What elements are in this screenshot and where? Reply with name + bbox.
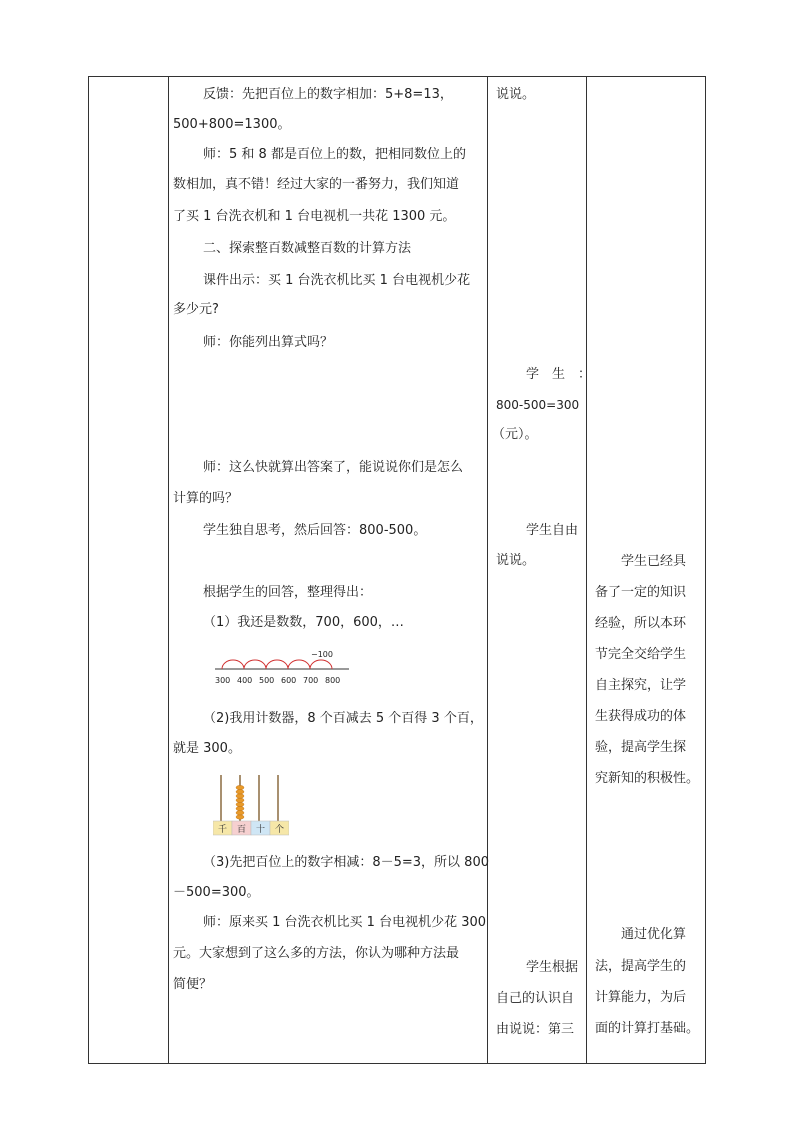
tick-label: 400 xyxy=(237,676,253,685)
intent-text: 备了一定的知识 xyxy=(595,585,687,600)
paragraph: 元。大家想到了这么多的方法，你认为哪种方法最 xyxy=(173,946,460,961)
abacus-bead xyxy=(236,794,244,798)
paragraph: 500+800=1300。 xyxy=(173,117,291,132)
abacus-label: 个 xyxy=(275,825,285,835)
lesson-table xyxy=(88,76,706,1064)
tick-label: 700 xyxy=(303,676,319,685)
tick-label: 300 xyxy=(215,676,231,685)
abacus-bead xyxy=(236,802,244,806)
student-text: 说说。 xyxy=(496,553,536,568)
paragraph: 师：你能列出算式吗？ xyxy=(203,335,334,350)
intent-text: 究新知的积极性。 xyxy=(595,771,700,786)
intent-text: 生获得成功的体 xyxy=(595,709,687,724)
number-line-figure xyxy=(213,647,353,691)
abacus-bead xyxy=(236,806,244,810)
intent-text: 法，提高学生的 xyxy=(595,959,687,974)
paragraph: 师：原来买 1 台洗衣机比买 1 台电视机少花 300 xyxy=(203,915,487,930)
abacus-figure xyxy=(213,773,289,843)
paragraph: （1）我还是数数，700，600，… xyxy=(203,615,404,630)
intent-text: 通过优化算 xyxy=(621,927,687,942)
paragraph: 数相加，真不错！经过大家的一番努力，我们知道 xyxy=(173,177,460,192)
tick-label: 800 xyxy=(325,676,341,685)
student-text: 学生根据 xyxy=(526,960,579,975)
student-text: （元）。 xyxy=(492,427,538,442)
paragraph: 学生独自思考，然后回答：800-500。 xyxy=(203,523,427,538)
tick-label: 500 xyxy=(259,676,275,685)
abacus-beads xyxy=(236,785,244,819)
abacus-bead xyxy=(236,790,244,794)
intent-text: 节完全交给学生 xyxy=(595,647,687,662)
student-activity-column xyxy=(488,77,592,1063)
paragraph: 反馈：先把百位上的数字相加：5+8=13， xyxy=(203,87,453,102)
paragraph: 就是 300。 xyxy=(173,741,241,756)
tick-label: 600 xyxy=(281,676,297,685)
abacus-label: 十 xyxy=(256,825,266,835)
student-text: 800-500=300 xyxy=(496,398,580,412)
abacus-bead xyxy=(236,798,244,802)
abacus-bead xyxy=(236,815,244,819)
student-text: 学 生 ： xyxy=(526,367,592,382)
student-text: 由说说：第三 xyxy=(496,1022,575,1037)
intent-text: 计算能力，为后 xyxy=(595,990,687,1005)
intent-text: 面的计算打基础。 xyxy=(595,1021,700,1036)
jump-arc xyxy=(244,660,266,669)
intent-text: 自主探究，让学 xyxy=(595,678,687,693)
intent-text: 经验，所以本环 xyxy=(595,616,687,631)
intent-text: 学生已经具 xyxy=(621,554,687,569)
student-text: 自己的认识自 xyxy=(496,991,575,1006)
paragraph: （2)我用计数器，8 个百减去 5 个百得 3 个百， xyxy=(203,711,483,726)
design-intent-column xyxy=(587,77,705,1063)
abacus-bead xyxy=(236,811,244,815)
paragraph: 根据学生的回答，整理得出： xyxy=(203,585,373,600)
paragraph: 师：这么快就算出答案了，能说说你们是怎么 xyxy=(203,460,464,475)
jump-arc xyxy=(266,660,288,669)
paragraph: 课件出示：买 1 台洗衣机比买 1 台电视机少花 xyxy=(203,273,471,288)
paragraph: 师：5 和 8 都是百位上的数，把相同数位上的 xyxy=(203,147,466,162)
intent-text: 验，提高学生探 xyxy=(595,740,687,755)
paragraph: 了买 1 台洗衣机和 1 台电视机一共花 1300 元。 xyxy=(173,209,456,224)
section-heading: 二、探索整百数减整百数的计算方法 xyxy=(203,241,412,256)
paragraph: －500=300。 xyxy=(173,885,260,900)
teaching-process-column xyxy=(169,77,487,1063)
student-text: 学生自由 xyxy=(526,523,579,538)
abacus-label: 百 xyxy=(237,825,247,835)
abacus-svg xyxy=(213,773,289,839)
abacus-bead xyxy=(236,785,244,789)
paragraph: 多少元? xyxy=(173,302,219,317)
abacus-label: 千 xyxy=(218,825,228,835)
jump-arc xyxy=(288,660,310,669)
jump-arc xyxy=(310,660,332,669)
number-line-svg xyxy=(213,647,353,687)
student-text: 说说。 xyxy=(496,87,536,102)
paragraph: 简便？ xyxy=(173,977,213,992)
jump-label: −100 xyxy=(311,650,333,659)
jump-arc xyxy=(222,660,244,669)
paragraph: （3)先把百位上的数字相减：8－5=3，所以 800 xyxy=(203,855,489,870)
paragraph: 计算的吗？ xyxy=(173,491,239,506)
